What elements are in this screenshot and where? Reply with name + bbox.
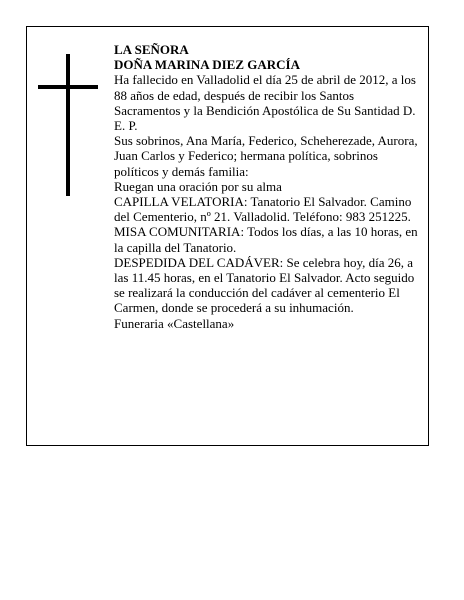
farewell-burial-info: DESPEDIDA DEL CADÁVER: Se celebra hoy, día 26, a las 11.45 horas, en el Tanatorio El Salvador. Acto seguido se realizará la conducción del cadáver al cementerio El Carmen, donde se procederá a su inhumación. [114, 254, 415, 316]
wake-chapel-info: CAPILLA VELATORIA: Tanatorio El Salvador. Camino del Cementerio, nº 21. Valladolid. Teléfono: 983 251225. [114, 194, 412, 225]
deceased-name: DOÑA MARINA DIEZ GARCÍA [114, 57, 300, 73]
notice-body [114, 42, 422, 331]
prayer-request: Ruegan una oración por su alma [114, 178, 282, 194]
community-mass-info: MISA COMUNITARIA: Todos los días, a las 10 horas, en la capilla del Tanatorio. [114, 224, 418, 255]
deceased-honorific: LA SEÑORA [114, 42, 189, 57]
death-announcement: Ha fallecido en Valladolid el día 25 de abril de 2012, a los 88 años de edad, después de recibir los Santos Sacramentos y la Bendición Apostólica de Su Santidad D. E. P. [114, 72, 416, 134]
obituary-notice [26, 26, 429, 446]
cross-horizontal-bar [38, 85, 98, 89]
family-mourners: Sus sobrinos, Ana María, Federico, Scheherezade, Aurora, Juan Carlos y Federico; hermana política, sobrinos políticos y demás familia: [114, 133, 418, 179]
cross-vertical-bar [66, 54, 70, 196]
funeral-home: Funeraria «Castellana» [114, 315, 235, 331]
